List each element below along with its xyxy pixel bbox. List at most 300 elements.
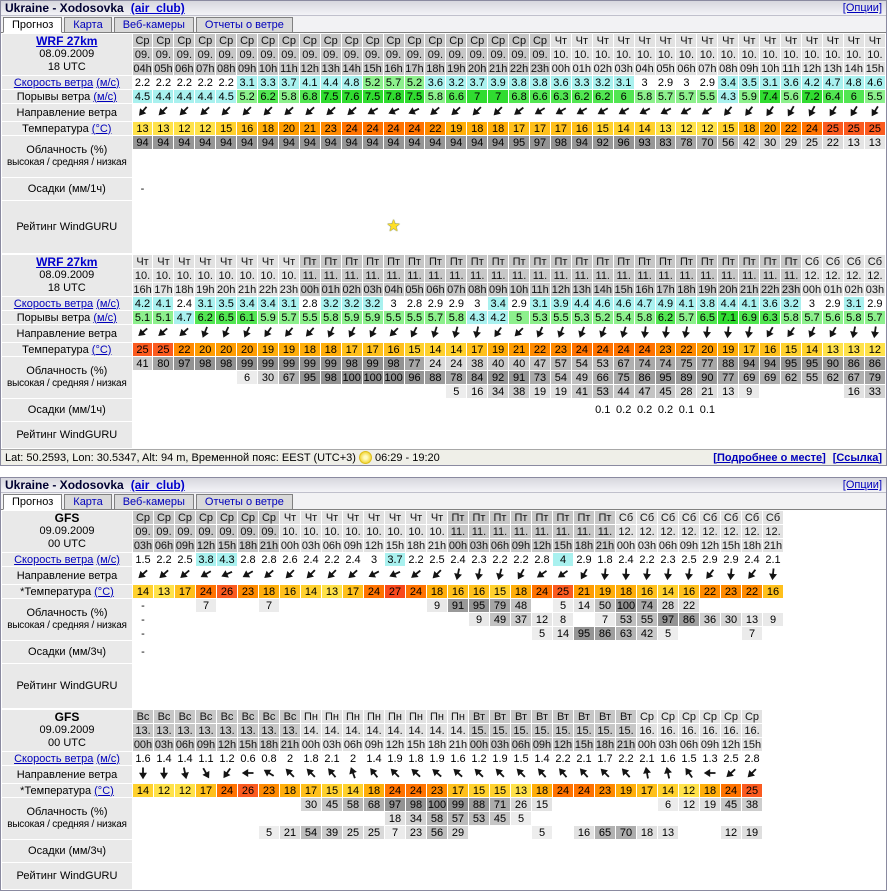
wind-direction-cell bbox=[175, 567, 195, 584]
wind-gusts-cell: 6.2 bbox=[195, 311, 215, 324]
wind-direction-arrow-icon bbox=[197, 325, 213, 341]
cloud-high-cell bbox=[259, 798, 279, 811]
rating-cell bbox=[238, 863, 258, 889]
hour-header: 10h bbox=[258, 62, 278, 75]
rating-cell bbox=[175, 863, 195, 889]
cloud-mid-cell: 30 bbox=[721, 613, 741, 626]
wind-direction-cell bbox=[343, 766, 363, 783]
cloud-low-cell bbox=[406, 627, 426, 640]
cloud-mid-cell bbox=[133, 371, 153, 384]
wind-direction-arrow-icon bbox=[280, 325, 298, 341]
cloud-low-cell: 9 bbox=[739, 385, 759, 398]
rating-cell bbox=[217, 863, 237, 889]
rating-cell bbox=[154, 863, 174, 889]
rating-cell bbox=[700, 664, 720, 708]
model-run-date: 08.09.2009 bbox=[2, 48, 132, 61]
precip-cell bbox=[406, 840, 426, 862]
hour-header: 00h bbox=[637, 738, 657, 751]
model-run-utc: 18 UTC bbox=[2, 61, 132, 74]
cloud-mid-cell: 58 bbox=[427, 812, 447, 825]
wind-direction-arrow-icon bbox=[636, 104, 654, 120]
wind-gusts-cell: 6.3 bbox=[760, 311, 780, 324]
cloud-low-cell: 42 bbox=[637, 627, 657, 640]
tab-map[interactable]: Карта bbox=[64, 494, 111, 509]
temperature-cell: 24 bbox=[217, 784, 237, 797]
day-header: Ср bbox=[216, 34, 236, 47]
row-label-text: Рейтинг WindGURU bbox=[17, 680, 118, 692]
wind-direction-arrow-icon bbox=[155, 567, 173, 583]
forecast-tables-wrf bbox=[1, 33, 886, 449]
cloud-low-cell: 70 bbox=[616, 826, 636, 839]
rating-cell bbox=[823, 201, 843, 253]
precip-cell bbox=[760, 399, 780, 421]
precip-cell bbox=[739, 178, 759, 200]
cloud-low-cell: - bbox=[133, 627, 153, 640]
wind-speed-cell: 3.3 bbox=[258, 76, 278, 89]
cloud-low-cell: 33 bbox=[865, 385, 885, 398]
hour-header: 04h bbox=[635, 62, 655, 75]
temperature-cell: 17 bbox=[551, 122, 571, 135]
row-label-link[interactable]: (°С) bbox=[94, 785, 114, 797]
cloud-low-cell bbox=[676, 164, 696, 177]
wind-speed-cell: 2.5 bbox=[679, 553, 699, 566]
cloud-high-cell: 92 bbox=[593, 136, 613, 149]
cloud-low-cell bbox=[196, 627, 216, 640]
precip-cell bbox=[258, 399, 278, 421]
table-row bbox=[2, 255, 885, 268]
wind-direction-arrow-icon bbox=[679, 325, 694, 340]
day-header: Чт bbox=[280, 511, 300, 524]
rating-cell bbox=[679, 664, 699, 708]
cloud-high-cell: 47 bbox=[530, 357, 550, 370]
row-label bbox=[2, 422, 132, 448]
wind-direction-cell bbox=[448, 567, 468, 584]
cloud-row-label bbox=[2, 798, 132, 839]
wind-direction-cell bbox=[865, 104, 885, 121]
rating-cell bbox=[742, 664, 762, 708]
precip-cell bbox=[635, 178, 655, 200]
precip-cell bbox=[259, 641, 279, 663]
date-header: 09. bbox=[467, 48, 487, 61]
spot-title: Ukraine - Xodosovka bbox=[5, 1, 124, 15]
temperature-cell: 19 bbox=[718, 343, 738, 356]
wind-direction-cell bbox=[469, 567, 489, 584]
cloud-low-cell bbox=[237, 164, 257, 177]
temperature-cell: 22 bbox=[742, 585, 762, 598]
temperature-cell: 14 bbox=[133, 585, 153, 598]
hour-header: 12h bbox=[196, 539, 216, 552]
hour-header: 20h bbox=[467, 62, 487, 75]
day-header: Ср bbox=[721, 710, 741, 723]
day-header: Чт bbox=[195, 255, 215, 268]
url-link[interactable]: [Ссылка] bbox=[833, 452, 882, 464]
precip-cell bbox=[656, 178, 676, 200]
date-header: 14. bbox=[301, 724, 321, 737]
wind-direction-cell bbox=[425, 325, 445, 342]
precip-cell bbox=[425, 399, 445, 421]
day-header: Сб bbox=[637, 511, 657, 524]
cloud-mid-cell bbox=[259, 812, 279, 825]
cloud-mid-cell: 69 bbox=[739, 371, 759, 384]
wind-speed-cell: 2.2 bbox=[216, 76, 236, 89]
hour-header: 19h bbox=[446, 62, 466, 75]
date-header: 10. bbox=[258, 269, 278, 282]
rating-cell bbox=[238, 664, 258, 708]
day-header: Пт bbox=[572, 255, 592, 268]
cloud-high-cell: 99 bbox=[300, 357, 320, 370]
temperature-cell: 14 bbox=[658, 585, 678, 598]
cloud-high-cell: 56 bbox=[718, 136, 738, 149]
rating-cell bbox=[258, 201, 278, 253]
precip-cell bbox=[237, 178, 257, 200]
day-header: Вт bbox=[595, 710, 615, 723]
wind-direction-arrow-icon bbox=[175, 104, 193, 120]
day-header: Ср bbox=[342, 34, 362, 47]
rating-cell bbox=[742, 863, 762, 889]
temperature-cell: 23 bbox=[259, 784, 279, 797]
temperature-cell: 24 bbox=[196, 585, 216, 598]
wind-direction-cell bbox=[676, 325, 696, 342]
wind-direction-cell bbox=[742, 567, 762, 584]
spot-details-link[interactable]: [Подробнее о месте] bbox=[713, 452, 825, 464]
wind-direction-cell bbox=[280, 567, 300, 584]
tab-wind-reports[interactable]: Отчеты о ветре bbox=[196, 17, 293, 32]
precip-cell bbox=[280, 641, 300, 663]
wind-speed-cell: 2.1 bbox=[637, 752, 657, 765]
temperature-cell: 24 bbox=[574, 784, 594, 797]
date-header: 10. bbox=[301, 525, 321, 538]
cloud-high-cell: 90 bbox=[823, 357, 843, 370]
wind-direction-arrow-icon bbox=[743, 567, 761, 583]
hour-header: 00h bbox=[133, 738, 153, 751]
temperature-cell: 24 bbox=[532, 585, 552, 598]
temperature-cell: 18 bbox=[467, 122, 487, 135]
wind-direction-cell bbox=[216, 325, 236, 342]
wind-direction-cell bbox=[532, 766, 552, 783]
precip-cell bbox=[174, 178, 194, 200]
table-row bbox=[2, 399, 885, 421]
model-run-date: 09.09.2009 bbox=[2, 525, 132, 538]
temperature-cell: 20 bbox=[237, 343, 257, 356]
tab-map[interactable]: Карта bbox=[64, 17, 111, 32]
temperature-cell: 15 bbox=[469, 784, 489, 797]
hour-header: 07h bbox=[446, 283, 466, 296]
cloud-high-cell: 42 bbox=[739, 136, 759, 149]
row-label bbox=[2, 664, 132, 708]
temperature-cell: 15 bbox=[322, 784, 342, 797]
temperature-cell: 13 bbox=[511, 784, 531, 797]
wind-speed-cell: 2.9 bbox=[721, 553, 741, 566]
row-label-link[interactable]: (°C) bbox=[92, 123, 112, 135]
wind-direction-cell bbox=[133, 325, 153, 342]
precip-cell bbox=[154, 641, 174, 663]
tab-webcams[interactable]: Веб-камеры bbox=[114, 494, 194, 509]
wind-direction-cell bbox=[718, 325, 738, 342]
model-name[interactable]: WRF 27km bbox=[2, 256, 132, 269]
date-header: 10. bbox=[614, 48, 634, 61]
cloud-mid-cell bbox=[175, 613, 195, 626]
wind-speed-cell: 3.8 bbox=[509, 76, 529, 89]
precip-cell bbox=[343, 641, 363, 663]
row-label bbox=[2, 752, 132, 765]
table-row bbox=[2, 122, 885, 135]
date-header: 10. bbox=[697, 48, 717, 61]
hour-header: 20h bbox=[718, 283, 738, 296]
row-label bbox=[2, 343, 132, 356]
day-header: Сб bbox=[865, 255, 885, 268]
precip-cell bbox=[509, 178, 529, 200]
cloud-mid-cell bbox=[844, 150, 864, 163]
cloud-sublabel: высокая / средняя / низкая bbox=[2, 620, 132, 632]
wind-direction-arrow-icon bbox=[385, 104, 403, 119]
precip-cell bbox=[553, 840, 573, 862]
wind-direction-arrow-icon bbox=[866, 104, 884, 120]
wind-direction-cell bbox=[196, 567, 216, 584]
cloud-high-cell: 25 bbox=[802, 136, 822, 149]
cloud-mid-cell bbox=[342, 150, 362, 163]
wind-direction-arrow-icon bbox=[553, 325, 569, 341]
wind-direction-arrow-icon bbox=[154, 325, 172, 341]
wind-gusts-cell: 4.3 bbox=[467, 311, 487, 324]
wind-speed-cell: 4.8 bbox=[342, 76, 362, 89]
cloud-mid-cell bbox=[364, 613, 384, 626]
row-label-link[interactable]: Скорость ветра bbox=[14, 77, 93, 89]
temperature-cell: 14 bbox=[425, 343, 445, 356]
date-header: 11. bbox=[530, 269, 550, 282]
temperature-cell: 24 bbox=[721, 784, 741, 797]
day-header: Пн bbox=[322, 710, 342, 723]
date-header: 11. bbox=[488, 269, 508, 282]
hour-header: 21h bbox=[259, 539, 279, 552]
hour-header: 09h bbox=[511, 539, 531, 552]
temperature-cell: 23 bbox=[427, 784, 447, 797]
temperature-cell: 18 bbox=[321, 343, 341, 356]
rating-cell bbox=[133, 664, 153, 708]
row-label bbox=[2, 76, 132, 89]
wind-direction-arrow-icon bbox=[281, 766, 299, 782]
cloud-high-cell bbox=[364, 599, 384, 612]
wind-direction-arrow-icon bbox=[724, 567, 737, 582]
day-header: Ср bbox=[279, 34, 299, 47]
wind-direction-cell bbox=[490, 766, 510, 783]
day-header: Ср bbox=[384, 34, 404, 47]
row-label-link[interactable]: Скорость ветра bbox=[14, 554, 93, 566]
date-header: 12. bbox=[721, 525, 741, 538]
wind-direction-arrow-icon bbox=[322, 104, 340, 120]
precip-cell bbox=[154, 840, 174, 862]
table-row bbox=[2, 863, 762, 889]
rating-cell bbox=[469, 664, 489, 708]
wind-direction-arrow-icon bbox=[281, 567, 299, 583]
wind-direction-arrow-icon bbox=[701, 567, 719, 583]
cloud-low-cell bbox=[195, 164, 215, 177]
cloud-mid-cell: 18 bbox=[385, 812, 405, 825]
row-label-link[interactable]: Скорость ветра bbox=[14, 753, 93, 765]
hour-header: 03h bbox=[133, 539, 153, 552]
hour-header: 06h bbox=[490, 539, 510, 552]
date-header: 16. bbox=[637, 724, 657, 737]
wind-direction-arrow-icon bbox=[301, 104, 319, 120]
wind-speed-cell: 2.8 bbox=[238, 553, 258, 566]
wind-direction-arrow-icon bbox=[804, 325, 821, 341]
date-header: 16. bbox=[658, 724, 678, 737]
precip-cell: 0.2 bbox=[614, 399, 634, 421]
tab-wind-reports[interactable]: Отчеты о ветре bbox=[196, 494, 293, 509]
wind-direction-cell bbox=[572, 104, 592, 121]
rating-cell bbox=[865, 201, 885, 253]
wind-speed-cell: 2.5 bbox=[427, 553, 447, 566]
rating-cell bbox=[593, 201, 613, 253]
tab-webcams[interactable]: Веб-камеры bbox=[114, 17, 194, 32]
rating-cell bbox=[553, 863, 573, 889]
table-row bbox=[2, 62, 885, 75]
date-header: 11. bbox=[363, 269, 383, 282]
cloud-mid-cell: 12 bbox=[532, 613, 552, 626]
row-label-link[interactable]: (м/с) bbox=[96, 77, 119, 89]
day-header: Чт bbox=[153, 255, 173, 268]
cloud-low-cell: 28 bbox=[676, 385, 696, 398]
temperature-cell: 24 bbox=[572, 343, 592, 356]
temperature-cell: 12 bbox=[676, 122, 696, 135]
options-link[interactable]: [Опции] bbox=[843, 479, 882, 491]
row-label-link[interactable]: (м/с) bbox=[96, 753, 119, 765]
wind-direction-arrow-icon bbox=[280, 104, 298, 120]
date-header: 12. bbox=[865, 269, 885, 282]
row-label bbox=[2, 122, 132, 135]
wind-direction-arrow-icon bbox=[342, 104, 360, 120]
row-label-link[interactable]: (м/с) bbox=[96, 298, 119, 310]
hour-header: 08h bbox=[718, 62, 738, 75]
wind-direction-arrow-icon bbox=[552, 104, 570, 120]
row-label-link[interactable]: (м/с) bbox=[96, 554, 119, 566]
date-header: 11. bbox=[572, 269, 592, 282]
precip-cell bbox=[676, 178, 696, 200]
temperature-cell: 17 bbox=[739, 343, 759, 356]
temperature-cell: 13 bbox=[133, 122, 153, 135]
date-header: 11. bbox=[697, 269, 717, 282]
rating-cell bbox=[635, 201, 655, 253]
precip-cell bbox=[363, 178, 383, 200]
precip-cell bbox=[658, 840, 678, 862]
cloud-mid-cell bbox=[174, 150, 194, 163]
club-link[interactable]: (air_club) bbox=[131, 478, 185, 492]
table-row bbox=[2, 371, 885, 384]
hour-header: 06h bbox=[175, 738, 195, 751]
day-header: Ср bbox=[133, 511, 153, 524]
cloud-high-cell: 6 bbox=[658, 798, 678, 811]
wind-speed-cell: 2.9 bbox=[509, 297, 529, 310]
temperature-cell: 13 bbox=[844, 343, 864, 356]
date-header: 13. bbox=[133, 724, 153, 737]
hour-header: 13h bbox=[572, 283, 592, 296]
cloud-mid-cell: 90 bbox=[697, 371, 717, 384]
temperature-cell: 13 bbox=[656, 122, 676, 135]
precip-cell bbox=[385, 641, 405, 663]
cloud-low-cell bbox=[258, 385, 278, 398]
temperature-cell: 18 bbox=[739, 122, 759, 135]
wind-direction-cell bbox=[574, 766, 594, 783]
precip-cell bbox=[153, 178, 173, 200]
club-link[interactable]: (air_club) bbox=[131, 1, 185, 15]
row-label-link[interactable]: (м/с) bbox=[93, 91, 116, 103]
rating-cell bbox=[405, 422, 425, 448]
rating-cell bbox=[175, 664, 195, 708]
row-label-link[interactable]: (м/с) bbox=[93, 312, 116, 324]
hour-header: 23h bbox=[279, 283, 299, 296]
wind-gusts-cell: 5.2 bbox=[593, 311, 613, 324]
row-label-text: Направление ветра bbox=[17, 769, 118, 781]
row-label-link[interactable]: (°C) bbox=[92, 344, 112, 356]
cloud-high-cell: 70 bbox=[697, 136, 717, 149]
date-header: 09. bbox=[384, 48, 404, 61]
hour-header: 20h bbox=[216, 283, 236, 296]
cloud-low-cell bbox=[425, 164, 445, 177]
cloud-mid-cell bbox=[532, 812, 552, 825]
wind-direction-cell bbox=[658, 567, 678, 584]
rating-cell bbox=[469, 863, 489, 889]
wind-direction-arrow-icon bbox=[596, 766, 614, 782]
temperature-cell: 16 bbox=[237, 122, 257, 135]
row-label-link[interactable]: Скорость ветра bbox=[14, 298, 93, 310]
temperature-cell: 22 bbox=[174, 343, 194, 356]
wind-direction-arrow-icon bbox=[322, 325, 339, 341]
wind-speed-cell: 3.8 bbox=[697, 297, 717, 310]
cloud-mid-cell bbox=[322, 812, 342, 825]
cloud-low-cell bbox=[469, 826, 489, 839]
hour-header: 22h bbox=[509, 62, 529, 75]
hour-header: 01h bbox=[823, 283, 843, 296]
wind-direction-cell bbox=[718, 104, 738, 121]
wind-speed-cell: 1.4 bbox=[364, 752, 384, 765]
row-label bbox=[2, 297, 132, 310]
windguru-rating-star-icon: ★ bbox=[386, 218, 400, 235]
date-header: 10. bbox=[551, 48, 571, 61]
cloud-high-cell bbox=[532, 599, 552, 612]
cloud-mid-cell: 73 bbox=[530, 371, 550, 384]
date-header: 10. bbox=[174, 269, 194, 282]
wind-direction-cell bbox=[406, 766, 426, 783]
rating-cell bbox=[721, 664, 741, 708]
temperature-cell: 16 bbox=[679, 585, 699, 598]
temperature-cell: 18 bbox=[427, 585, 447, 598]
model-name[interactable]: WRF 27km bbox=[2, 35, 132, 48]
temperature-cell: 24 bbox=[635, 343, 655, 356]
options-link[interactable]: [Опции] bbox=[843, 2, 882, 14]
hour-header: 00h bbox=[301, 738, 321, 751]
day-header: Пн bbox=[301, 710, 321, 723]
tab-forecast[interactable]: Прогноз bbox=[3, 494, 62, 510]
tab-forecast[interactable]: Прогноз bbox=[3, 17, 62, 33]
cloud-mid-cell: 86 bbox=[635, 371, 655, 384]
temperature-cell: 17 bbox=[342, 343, 362, 356]
row-label bbox=[2, 585, 132, 598]
date-header: 10. bbox=[739, 48, 759, 61]
wind-direction-cell bbox=[511, 567, 531, 584]
row-label-link[interactable]: (°С) bbox=[94, 586, 114, 598]
wind-direction-cell bbox=[467, 104, 487, 121]
day-header: Чт bbox=[406, 511, 426, 524]
wind-gusts-cell: 5.7 bbox=[279, 311, 299, 324]
day-header: Сб bbox=[823, 255, 843, 268]
day-header: Чт bbox=[551, 34, 571, 47]
hour-header: 03h bbox=[363, 283, 383, 296]
wind-direction-arrow-icon bbox=[175, 325, 193, 341]
hour-header: 21h bbox=[616, 738, 636, 751]
cloud-mid-cell bbox=[865, 150, 885, 163]
precip-cell bbox=[530, 178, 550, 200]
temperature-cell: 23 bbox=[551, 343, 571, 356]
date-header: 13. bbox=[280, 724, 300, 737]
